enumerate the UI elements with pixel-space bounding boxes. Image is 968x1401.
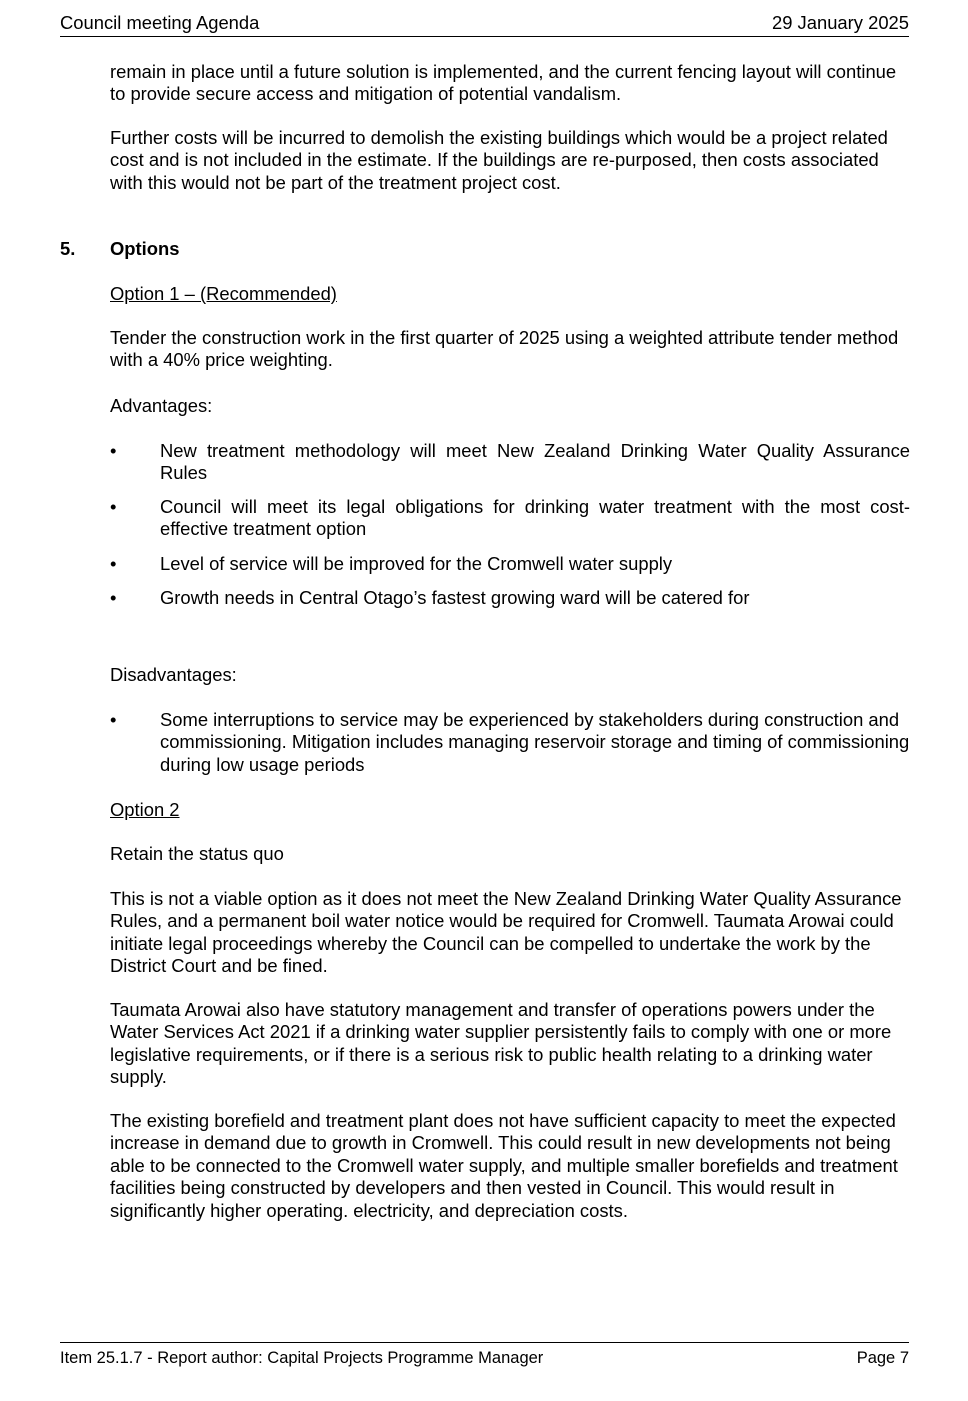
- document-title: Council meeting Agenda: [60, 12, 260, 33]
- report-item-info: Item 25.1.7 - Report author: Capital Projects Programme Manager: [60, 1349, 544, 1367]
- option2-paragraph-2: Taumata Arowai also have statutory management and transfer of operations powers under the Water Services Act 2021 if a drinking water supplier persistently fails to comply with one or more legislative requirements, or if there is a serious risk to public health relating to a drinking water supply.: [110, 999, 892, 1088]
- option2-heading: Option 2: [110, 799, 180, 820]
- option2-description: Retain the status quo: [110, 843, 284, 864]
- intro-paragraph-2: Further costs will be incurred to demolish the existing buildings which would be a project related cost and is not included in the estimate. If the buildings are re-purposed, then costs associated with this would not be part of the treatment project cost.: [110, 127, 888, 193]
- option1-description: Tender the construction work in the first quarter of 2025 using a weighted attribute tender method with a 40% price weighting.: [110, 327, 899, 371]
- advantages-label: Advantages:: [110, 395, 213, 416]
- meeting-date: 29 January 2025: [771, 12, 909, 33]
- option1-heading: Option 1 – (Recommended): [110, 283, 337, 304]
- intro-paragraph-1: remain in place until a future solution is implemented, and the current fencing layout will continue to provide secure access and mitigation of potential vandalism.: [110, 61, 897, 105]
- section-number: 5.: [60, 238, 76, 259]
- bullet-icon: •: [110, 496, 117, 517]
- advantage-text: Council will meet its legal obligations for drinking water treatment with the most cost-effective treatment option: [160, 496, 910, 540]
- page-number: Page 7: [856, 1349, 909, 1367]
- advantage-text: Level of service will be improved for the Cromwell water supply: [160, 553, 673, 574]
- advantage-text: New treatment methodology will meet New Zealand Drinking Water Quality Assurance Rules: [160, 440, 910, 484]
- advantage-text: Growth needs in Central Otago’s fastest growing ward will be catered for: [160, 587, 750, 608]
- bullet-icon: •: [110, 440, 117, 461]
- option2-paragraph-1: This is not a viable option as it does not meet the New Zealand Drinking Water Quality Assurance Rules, and a permanent boil water notice would be required for Cromwell. Taumata Arowai could initiate legal proceedings whereby the Council can be compelled to undertake the work by the District Court and be fined.: [110, 888, 902, 977]
- page-header: [60, 12, 909, 37]
- page-footer: [60, 1342, 909, 1367]
- bullet-icon: •: [110, 553, 117, 574]
- section-title: Options: [110, 238, 180, 259]
- disadvantage-text: Some interruptions to service may be experienced by stakeholders during construction and commissioning. Mitigation includes managing reservoir storage and timing of commissioning during low usage periods: [160, 709, 910, 775]
- option2-paragraph-3: The existing borefield and treatment plant does not have sufficient capacity to meet the expected increase in demand due to growth in Cromwell. This could result in new developments not being able to be connected to the Cromwell water supply, and multiple smaller borefields and treatment facilities being constructed by developers and then vested in Council. This would result in significantly higher operating. electricity, and depreciation costs.: [110, 1110, 898, 1221]
- disadvantages-label: Disadvantages:: [110, 664, 237, 685]
- bullet-icon: •: [110, 709, 117, 730]
- bullet-icon: •: [110, 587, 117, 608]
